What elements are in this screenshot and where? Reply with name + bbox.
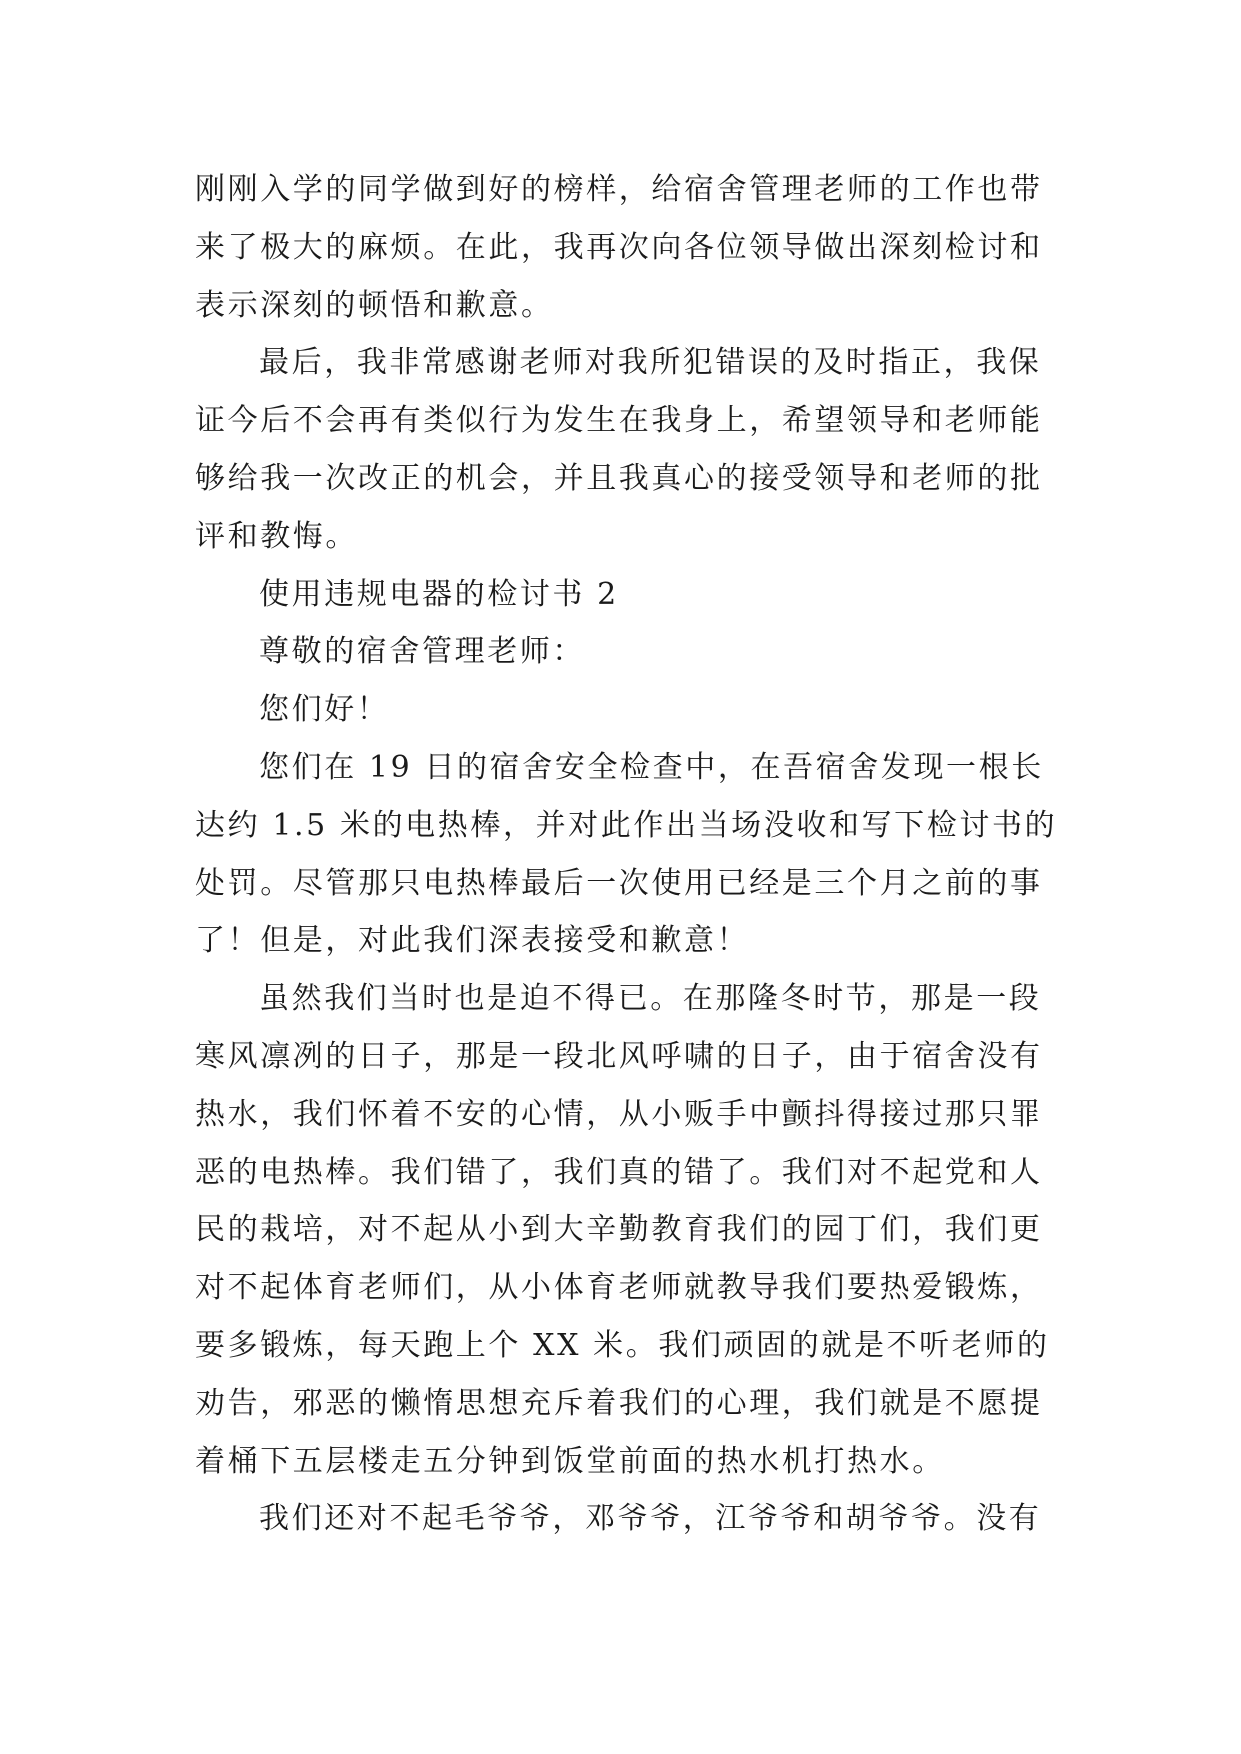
text-line-21: 要多锻炼，每天跑上个 XX 米。我们顽固的就是不听老师的 xyxy=(195,1327,1050,1363)
text-line-11: 您们在 19 日的宿舍安全检查中，在吾宿舍发现一根长 xyxy=(259,749,1044,785)
text-line-16: 寒风凛冽的日子，那是一段北风呼啸的日子，由于宿舍没有 xyxy=(195,1038,1043,1074)
text-line-17: 热水，我们怀着不安的心情，从小贩手中颤抖得接过那只罪 xyxy=(195,1096,1043,1132)
document-body xyxy=(195,161,1058,1548)
text-line-20: 对不起体育老师们，从小体育老师就教导我们要热爱锻炼， xyxy=(195,1270,1043,1306)
text-line-6: 够给我一次改正的机会，并且我真心的接受领导和老师的批 xyxy=(195,460,1043,496)
salutation: 尊敬的宿舍管理老师： xyxy=(259,634,585,670)
text-line-18: 恶的电热棒。我们错了，我们真的错了。我们对不起党和人 xyxy=(195,1154,1043,1190)
text-line-12: 达约 1.5 米的电热棒，并对此作出当场没收和写下检讨书的 xyxy=(195,807,1058,843)
text-line-3: 表示深刻的顿悟和歉意。 xyxy=(195,287,554,323)
text-line-1: 刚刚入学的同学做到好的榜样，给宿舍管理老师的工作也带 xyxy=(195,172,1043,207)
text-line-19: 民的栽培，对不起从小到大辛勤教育我们的园丁们，我们更 xyxy=(195,1212,1043,1248)
text-line-4: 最后，我非常感谢老师对我所犯错误的及时指正，我保 xyxy=(259,345,1042,381)
text-line-22: 劝告，邪恶的懒惰思想充斥着我们的心理，我们就是不愿提 xyxy=(195,1385,1043,1421)
text-line-14: 了！但是，对此我们深表接受和歉意！ xyxy=(195,923,750,959)
text-line-13: 处罚。尽管那只电热棒最后一次使用已经是三个月之前的事 xyxy=(195,865,1043,901)
text-line-23: 着桶下五层楼走五分钟到饭堂前面的热水机打热水。 xyxy=(195,1443,945,1479)
text-line-7: 评和教悔。 xyxy=(195,518,358,554)
text-line-2: 来了极大的麻烦。在此，我再次向各位领导做出深刻检讨和 xyxy=(195,229,1043,265)
section-heading: 使用违规电器的检讨书 2 xyxy=(259,576,619,612)
greeting: 您们好！ xyxy=(259,692,390,728)
text-line-15: 虽然我们当时也是迫不得已。在那隆冬时节，那是一段 xyxy=(259,981,1042,1017)
text-line-5: 证今后不会再有类似行为发生在我身上，希望领导和老师能 xyxy=(195,403,1043,439)
text-line-24: 我们还对不起毛爷爷，邓爷爷，江爷爷和胡爷爷。没有 xyxy=(259,1501,1042,1537)
